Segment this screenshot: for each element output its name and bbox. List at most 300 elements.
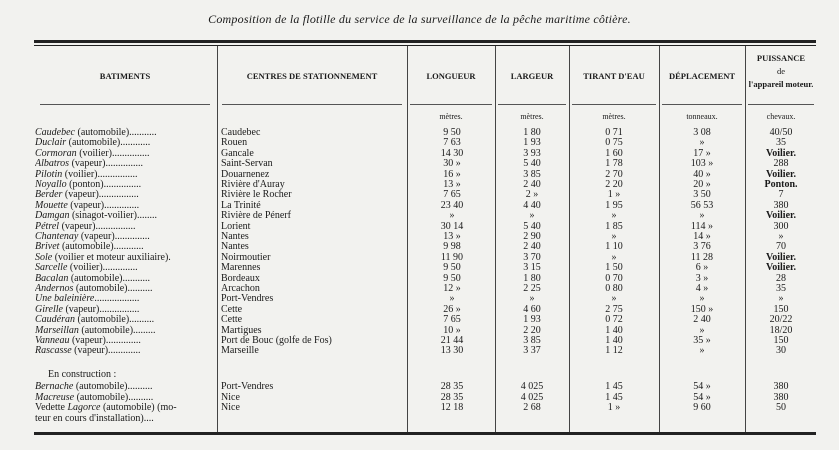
deplacement-cell: 54 » xyxy=(693,391,711,403)
table-row xyxy=(0,304,839,315)
largeur-cell: 2 20 xyxy=(523,324,541,336)
header-longueur: LONGUEUR xyxy=(426,71,476,81)
leader-dots: ............. xyxy=(108,345,141,357)
puissance-cell: 35 xyxy=(776,137,786,149)
tirant-cell: 1 » xyxy=(607,189,621,201)
vessel-type: (ponton) xyxy=(66,179,104,190)
table-row xyxy=(0,314,839,325)
header-tirant: TIRANT D'EAU xyxy=(583,71,645,81)
puissance-cell: 380 xyxy=(773,199,789,211)
deplacement-cell: 3 76 xyxy=(693,241,711,253)
table-row xyxy=(0,221,839,232)
puissance-cell: Voilier. xyxy=(765,262,797,274)
vessel-name-cell xyxy=(35,158,215,169)
largeur-cell: 1 80 xyxy=(523,272,541,284)
station-cell: Caudebec xyxy=(221,127,261,138)
vessel-name-cell xyxy=(35,231,215,242)
puissance-cell: 150 xyxy=(773,303,789,315)
puissance-cell: » xyxy=(778,231,784,242)
tirant-cell: 0 72 xyxy=(605,314,623,326)
header-puissance-line2: de xyxy=(776,66,786,76)
longueur-cell: 23 40 xyxy=(440,199,464,211)
vessel-type: (voilier) xyxy=(62,168,98,180)
vessel-type: (vapeur) xyxy=(62,303,100,315)
deplacement-cell: 20 » xyxy=(693,179,711,190)
largeur-cell: 3 37 xyxy=(523,345,541,357)
vessel-name-cell xyxy=(35,283,215,294)
vessel-name-cell xyxy=(35,241,215,252)
deplacement-cell: » xyxy=(699,345,705,357)
puissance-cell: 30 xyxy=(776,345,786,357)
header-underline xyxy=(222,104,402,105)
vessel-type: (automobile) xyxy=(78,324,134,336)
vessel-name: Sarcelle xyxy=(35,262,68,274)
longueur-cell: 12 » xyxy=(443,283,461,294)
vessel-name: Noyallo xyxy=(35,179,67,190)
tirant-cell: 1 45 xyxy=(605,391,623,403)
puissance-cell: 380 xyxy=(773,391,789,403)
table-row-continuation xyxy=(0,413,839,424)
puissance-cell: 150 xyxy=(773,335,789,346)
vessel-name: Damgan xyxy=(35,210,70,222)
tirant-cell: 1 50 xyxy=(605,262,623,274)
station-cell: Cette xyxy=(221,314,243,326)
station-cell: Nantes xyxy=(221,241,249,253)
largeur-cell: 3 70 xyxy=(523,251,541,263)
vessel-name-cell xyxy=(35,345,215,356)
largeur-cell: 4 025 xyxy=(520,381,544,392)
leader-dots: .......... xyxy=(128,391,154,403)
station-cell: Martigues xyxy=(221,324,262,336)
puissance-cell: 18/20 xyxy=(769,324,793,336)
leader-dots: ........... xyxy=(129,127,157,138)
vessel-name-italic: Lagorce xyxy=(67,402,101,413)
largeur-cell: 2 40 xyxy=(523,179,541,190)
leader-dots: ........ xyxy=(136,210,157,222)
leader-dots: .................. xyxy=(94,293,140,305)
station-cell: Gancale xyxy=(221,147,254,159)
largeur-cell: 2 » xyxy=(525,189,539,201)
header-underline xyxy=(748,104,814,105)
longueur-cell: 9 98 xyxy=(443,241,461,253)
header-underline xyxy=(40,104,210,105)
largeur-cell: 4 40 xyxy=(523,199,541,211)
station-cell: Rivière d'Auray xyxy=(221,179,285,190)
vessel-name-cell xyxy=(35,304,215,315)
puissance-cell: 288 xyxy=(773,158,789,170)
vessel-name-cell xyxy=(35,148,215,159)
station-cell: Port-Vendres xyxy=(221,293,274,305)
vessel-name: Caudéran xyxy=(35,314,75,326)
tirant-cell: 0 80 xyxy=(605,283,623,294)
deplacement-cell: 14 » xyxy=(693,231,711,242)
tirant-cell: 1 40 xyxy=(605,324,623,336)
deplacement-cell: 9 60 xyxy=(693,402,711,413)
largeur-cell: 1 80 xyxy=(523,127,541,138)
puissance-cell: Ponton. xyxy=(764,179,798,190)
tirant-cell: 2 70 xyxy=(605,168,623,180)
deplacement-cell: 4 » xyxy=(695,283,709,294)
vessel-name-cell xyxy=(35,252,215,263)
largeur-cell: 1 93 xyxy=(523,314,541,326)
station-cell: Marseille xyxy=(221,345,259,357)
largeur-cell: » xyxy=(529,210,535,222)
vessel-type: (automobile) (mo- xyxy=(100,402,177,413)
deplacement-cell: 6 » xyxy=(695,262,709,274)
deplacement-cell: 3 08 xyxy=(693,127,711,138)
leader-dots: ................ xyxy=(98,189,139,201)
leader-dots: ............... xyxy=(103,179,142,190)
tirant-cell: » xyxy=(611,293,617,305)
vessel-type: (automobile) xyxy=(75,314,130,326)
table-row xyxy=(0,252,839,263)
longueur-cell: 7 65 xyxy=(443,189,461,201)
puissance-cell: » xyxy=(778,293,784,305)
tirant-cell: 1 » xyxy=(607,402,621,413)
vessel-name-cell xyxy=(35,189,215,200)
vessel-name-cell xyxy=(35,335,215,346)
table-row xyxy=(0,402,839,413)
vessel-type: (automobile) xyxy=(68,272,123,284)
largeur-cell: 2 90 xyxy=(523,231,541,242)
vessel-name: Sole xyxy=(35,251,53,263)
table-title: Composition de la flotille du service de la surveillance de la pêche maritime côtière. xyxy=(208,12,631,26)
vessel-name-cell xyxy=(35,137,215,148)
table-row xyxy=(0,200,839,211)
table-bottom-rule xyxy=(34,432,816,435)
puissance-cell: Voilier. xyxy=(765,168,797,180)
largeur-cell: 4 025 xyxy=(520,391,544,403)
deplacement-cell: 2 40 xyxy=(693,314,711,326)
vessel-name: Andernos xyxy=(35,283,74,294)
deplacement-cell: 17 » xyxy=(693,147,711,159)
puissance-cell: 35 xyxy=(776,283,786,294)
deplacement-cell: 35 » xyxy=(693,335,711,346)
largeur-cell: 1 93 xyxy=(523,137,541,149)
vessel-name: Bacalan xyxy=(35,272,69,284)
deplacement-cell: 3 50 xyxy=(693,189,711,201)
leader-dots: ......... xyxy=(133,324,156,336)
vessel-type: (sinagot-voilier) xyxy=(69,210,137,222)
deplacement-cell: 114 » xyxy=(690,220,714,232)
vessel-name: Vedette xyxy=(35,402,68,413)
table-row xyxy=(0,241,839,252)
vessel-name: Cormoran xyxy=(35,147,77,159)
station-cell: Cette xyxy=(221,303,243,315)
largeur-cell: 2 25 xyxy=(523,283,541,294)
leader-dots: .......... xyxy=(127,283,153,294)
station-cell: Rouen xyxy=(221,137,248,149)
table-row xyxy=(0,127,839,138)
leader-dots: ............ xyxy=(113,241,144,253)
vessel-type: (automobile) xyxy=(59,241,114,253)
tirant-cell: 1 95 xyxy=(605,199,623,211)
tirant-cell: » xyxy=(611,210,617,222)
tirant-cell: » xyxy=(611,231,617,242)
vessel-name-cell xyxy=(35,262,215,273)
leader-dots: ............... xyxy=(111,147,150,159)
tirant-cell: 1 78 xyxy=(605,158,623,170)
tirant-cell: 1 85 xyxy=(605,220,623,232)
leader-dots: ................ xyxy=(99,303,140,315)
largeur-cell: 5 40 xyxy=(523,220,541,232)
vessel-name: Caudebec xyxy=(35,127,75,138)
table-row xyxy=(0,325,839,336)
longueur-cell: » xyxy=(449,293,455,305)
table-row xyxy=(0,262,839,273)
leader-dots: .......... xyxy=(129,314,155,326)
largeur-cell: 5 40 xyxy=(523,158,541,170)
table-row xyxy=(0,345,839,356)
vessel-name: Pétrel xyxy=(35,220,60,232)
table-row xyxy=(0,273,839,284)
table-row xyxy=(0,158,839,169)
unit-largeur: mètres. xyxy=(520,112,544,121)
station-cell: Nice xyxy=(221,391,240,403)
vessel-name-cell xyxy=(35,127,215,138)
longueur-cell: 14 30 xyxy=(440,147,464,159)
leader-dots: ............ xyxy=(120,137,151,149)
vessel-type: (automobile) xyxy=(73,283,128,294)
table-row xyxy=(0,335,839,346)
tirant-cell: 2 20 xyxy=(605,179,623,190)
vessel-type: (automobile) xyxy=(73,381,128,392)
tirant-cell: 0 75 xyxy=(605,137,623,149)
leader-dots: .............. xyxy=(114,231,150,242)
puissance-cell: Voilier. xyxy=(765,210,797,222)
station-cell: Bordeaux xyxy=(221,272,260,284)
leader-dots: .......... xyxy=(127,381,153,392)
vessel-type: (vapeur) xyxy=(71,345,109,357)
puissance-cell: 40/50 xyxy=(769,127,793,138)
leader-dots: .............. xyxy=(104,199,140,211)
vessel-type: (automobile) xyxy=(74,391,129,403)
longueur-cell: 28 35 xyxy=(440,391,464,403)
puissance-cell: 28 xyxy=(776,272,786,284)
largeur-cell: 3 93 xyxy=(523,147,541,159)
station-cell: Nice xyxy=(221,402,240,413)
station-cell: Marennes xyxy=(221,262,261,274)
vessel-name: Berder xyxy=(35,189,63,201)
station-cell: Noirmoutier xyxy=(221,251,271,263)
largeur-cell: 3 85 xyxy=(523,168,541,180)
longueur-cell: 11 90 xyxy=(440,251,464,263)
vessel-name-cell xyxy=(35,381,215,392)
vessel-name-continuation: teur en cours d'installation).... xyxy=(35,413,154,424)
deplacement-cell: 40 » xyxy=(693,168,711,180)
vessel-name: Macreuse xyxy=(35,391,75,403)
header-puissance-line3: l'appareil moteur. xyxy=(748,79,814,89)
longueur-cell: 9 50 xyxy=(443,262,461,274)
unit-tirant: mètres. xyxy=(602,112,626,121)
vessel-name: Chantenay xyxy=(35,231,79,242)
tirant-cell: 0 71 xyxy=(605,127,623,138)
construction-label: En construction : xyxy=(48,369,117,380)
table-top-rule-thin xyxy=(34,45,816,46)
tirant-cell: 2 75 xyxy=(605,303,623,315)
station-cell: Arcachon xyxy=(221,283,260,294)
largeur-cell: 2 40 xyxy=(523,241,541,253)
vessel-name-cell xyxy=(35,179,215,190)
longueur-cell: 9 50 xyxy=(443,272,461,284)
deplacement-cell: 3 » xyxy=(695,272,709,284)
deplacement-cell: 103 » xyxy=(690,158,714,170)
tirant-cell: 1 40 xyxy=(605,335,623,346)
vessel-name-cell xyxy=(35,293,215,304)
deplacement-cell: 11 28 xyxy=(690,251,714,263)
unit-deplacement: tonneaux. xyxy=(686,112,718,121)
vessel-name: Rascasse xyxy=(35,345,72,357)
puissance-cell: 70 xyxy=(776,241,786,253)
table-row xyxy=(0,179,839,190)
deplacement-cell: 150 » xyxy=(690,303,714,315)
table-row xyxy=(0,210,839,221)
vessel-name-cell xyxy=(35,314,215,325)
table-row xyxy=(0,293,839,304)
leader-dots: .............. xyxy=(102,262,138,274)
header-largeur: LARGEUR xyxy=(510,71,554,81)
longueur-cell: 10 » xyxy=(443,324,461,336)
leader-dots: .............. xyxy=(105,335,141,346)
leader-dots: . xyxy=(168,251,171,263)
vessel-name-cell xyxy=(35,392,215,403)
puissance-cell: 380 xyxy=(773,381,789,392)
tirant-cell: 1 12 xyxy=(605,345,623,357)
station-cell: Rivière de Pénerf xyxy=(221,210,291,222)
tirant-cell: 1 10 xyxy=(605,241,623,253)
leader-dots: ........... xyxy=(122,272,150,284)
puissance-cell: 50 xyxy=(776,402,786,413)
longueur-cell: 13 30 xyxy=(440,345,464,357)
station-cell: Port de Bouc (golfe de Fos) xyxy=(221,335,332,346)
puissance-cell: 7 xyxy=(778,189,784,201)
puissance-cell: Voilier. xyxy=(765,251,797,263)
vessel-type: (vapeur) xyxy=(67,199,105,211)
longueur-cell: 13 » xyxy=(443,179,461,190)
deplacement-cell: » xyxy=(699,293,705,305)
vessel-type: (voilier et moteur auxiliaire) xyxy=(52,251,169,263)
header-underline xyxy=(498,104,566,105)
vessel-type: (vapeur) xyxy=(62,189,99,201)
vessel-name: Pilotin xyxy=(35,168,63,180)
vessel-type: (vapeur) xyxy=(69,158,106,170)
table-row xyxy=(0,137,839,148)
longueur-cell: 26 » xyxy=(443,303,461,315)
largeur-cell: 3 85 xyxy=(523,335,541,346)
vessel-name-cell xyxy=(35,169,215,180)
vessel-name-cell xyxy=(35,273,215,284)
vessel-name: Duclair xyxy=(35,137,67,149)
header-puissance xyxy=(746,52,816,91)
longueur-cell: 30 14 xyxy=(440,220,464,232)
station-cell: Rivière le Rocher xyxy=(221,189,292,201)
table-row xyxy=(0,283,839,294)
vessel-name: Albatros xyxy=(35,158,70,170)
vessel-type: (automobile) xyxy=(66,137,121,149)
vessel-name-cell xyxy=(35,200,215,211)
vessel-name: Marseillan xyxy=(35,324,79,336)
table-row xyxy=(0,231,839,242)
leader-dots: ................ xyxy=(95,220,136,232)
largeur-cell: 2 68 xyxy=(523,402,541,413)
longueur-cell: 12 18 xyxy=(440,402,464,413)
leader-dots: ................ xyxy=(97,168,138,180)
vessel-type: (vapeur) xyxy=(78,231,115,242)
vessel-type: (voilier) xyxy=(76,147,112,159)
puissance-cell: Voilier. xyxy=(765,147,797,159)
vessel-name: Vanneau xyxy=(35,335,70,346)
leader-dots: ............... xyxy=(105,158,143,170)
station-cell: Saint-Servan xyxy=(221,158,273,170)
table-top-rule xyxy=(34,40,816,43)
station-cell: La Trinité xyxy=(221,199,261,211)
vessel-type: (vapeur) xyxy=(69,335,106,346)
vessel-name-cell xyxy=(35,402,215,413)
table-row xyxy=(0,148,839,159)
tirant-cell: 1 45 xyxy=(605,381,623,392)
vessel-name: Bernache xyxy=(35,381,74,392)
tirant-cell: 1 60 xyxy=(605,147,623,159)
vessel-type: (automobile) xyxy=(75,127,130,138)
table-row xyxy=(0,381,839,392)
longueur-cell: 7 63 xyxy=(443,137,461,149)
header-underline xyxy=(410,104,492,105)
longueur-cell: 28 35 xyxy=(440,381,464,392)
vessel-name-cell xyxy=(35,221,215,232)
station-cell: Port-Vendres xyxy=(221,381,274,392)
vessel-name-cell xyxy=(35,210,215,221)
tirant-cell: » xyxy=(611,251,617,263)
header-underline xyxy=(572,104,656,105)
deplacement-cell: 56 53 xyxy=(690,199,714,211)
deplacement-cell: » xyxy=(699,324,705,336)
deplacement-cell: » xyxy=(699,210,705,222)
longueur-cell: 30 » xyxy=(443,158,461,170)
table-row xyxy=(0,189,839,200)
station-cell: Nantes xyxy=(221,231,249,242)
puissance-cell: 300 xyxy=(773,220,789,232)
longueur-cell: 13 » xyxy=(443,231,461,242)
vessel-name: Girelle xyxy=(35,303,63,315)
longueur-cell: 9 50 xyxy=(443,127,461,138)
tirant-cell: 0 70 xyxy=(605,272,623,284)
unit-longueur: mètres. xyxy=(439,112,463,121)
largeur-cell: 3 15 xyxy=(523,262,541,274)
station-cell: Lorient xyxy=(221,220,251,232)
header-batiments: BATIMENTS xyxy=(99,71,151,81)
vessel-type: (voilier) xyxy=(67,262,103,274)
table-row xyxy=(0,169,839,180)
header-puissance-line1: PUISSANCE xyxy=(756,53,806,63)
largeur-cell: » xyxy=(529,293,535,305)
vessel-name: Mouette xyxy=(35,199,68,211)
vessel-name-cell xyxy=(35,325,215,336)
longueur-cell: 16 » xyxy=(443,168,461,180)
unit-puissance: chevaux. xyxy=(766,112,796,121)
station-cell: Douarnenez xyxy=(221,168,270,180)
header-underline xyxy=(662,104,742,105)
header-deplacement: DÉPLACEMENT xyxy=(668,71,736,81)
longueur-cell: » xyxy=(449,210,455,222)
largeur-cell: 4 60 xyxy=(523,303,541,315)
vessel-name: Brivet xyxy=(35,241,60,253)
deplacement-cell: 54 » xyxy=(693,381,711,392)
table-row xyxy=(0,392,839,403)
deplacement-cell: » xyxy=(699,137,705,149)
vessel-name: Une baleinière xyxy=(35,293,95,305)
puissance-cell: 20/22 xyxy=(769,314,793,326)
header-centres: CENTRES DE STATIONNEMENT xyxy=(246,71,378,81)
